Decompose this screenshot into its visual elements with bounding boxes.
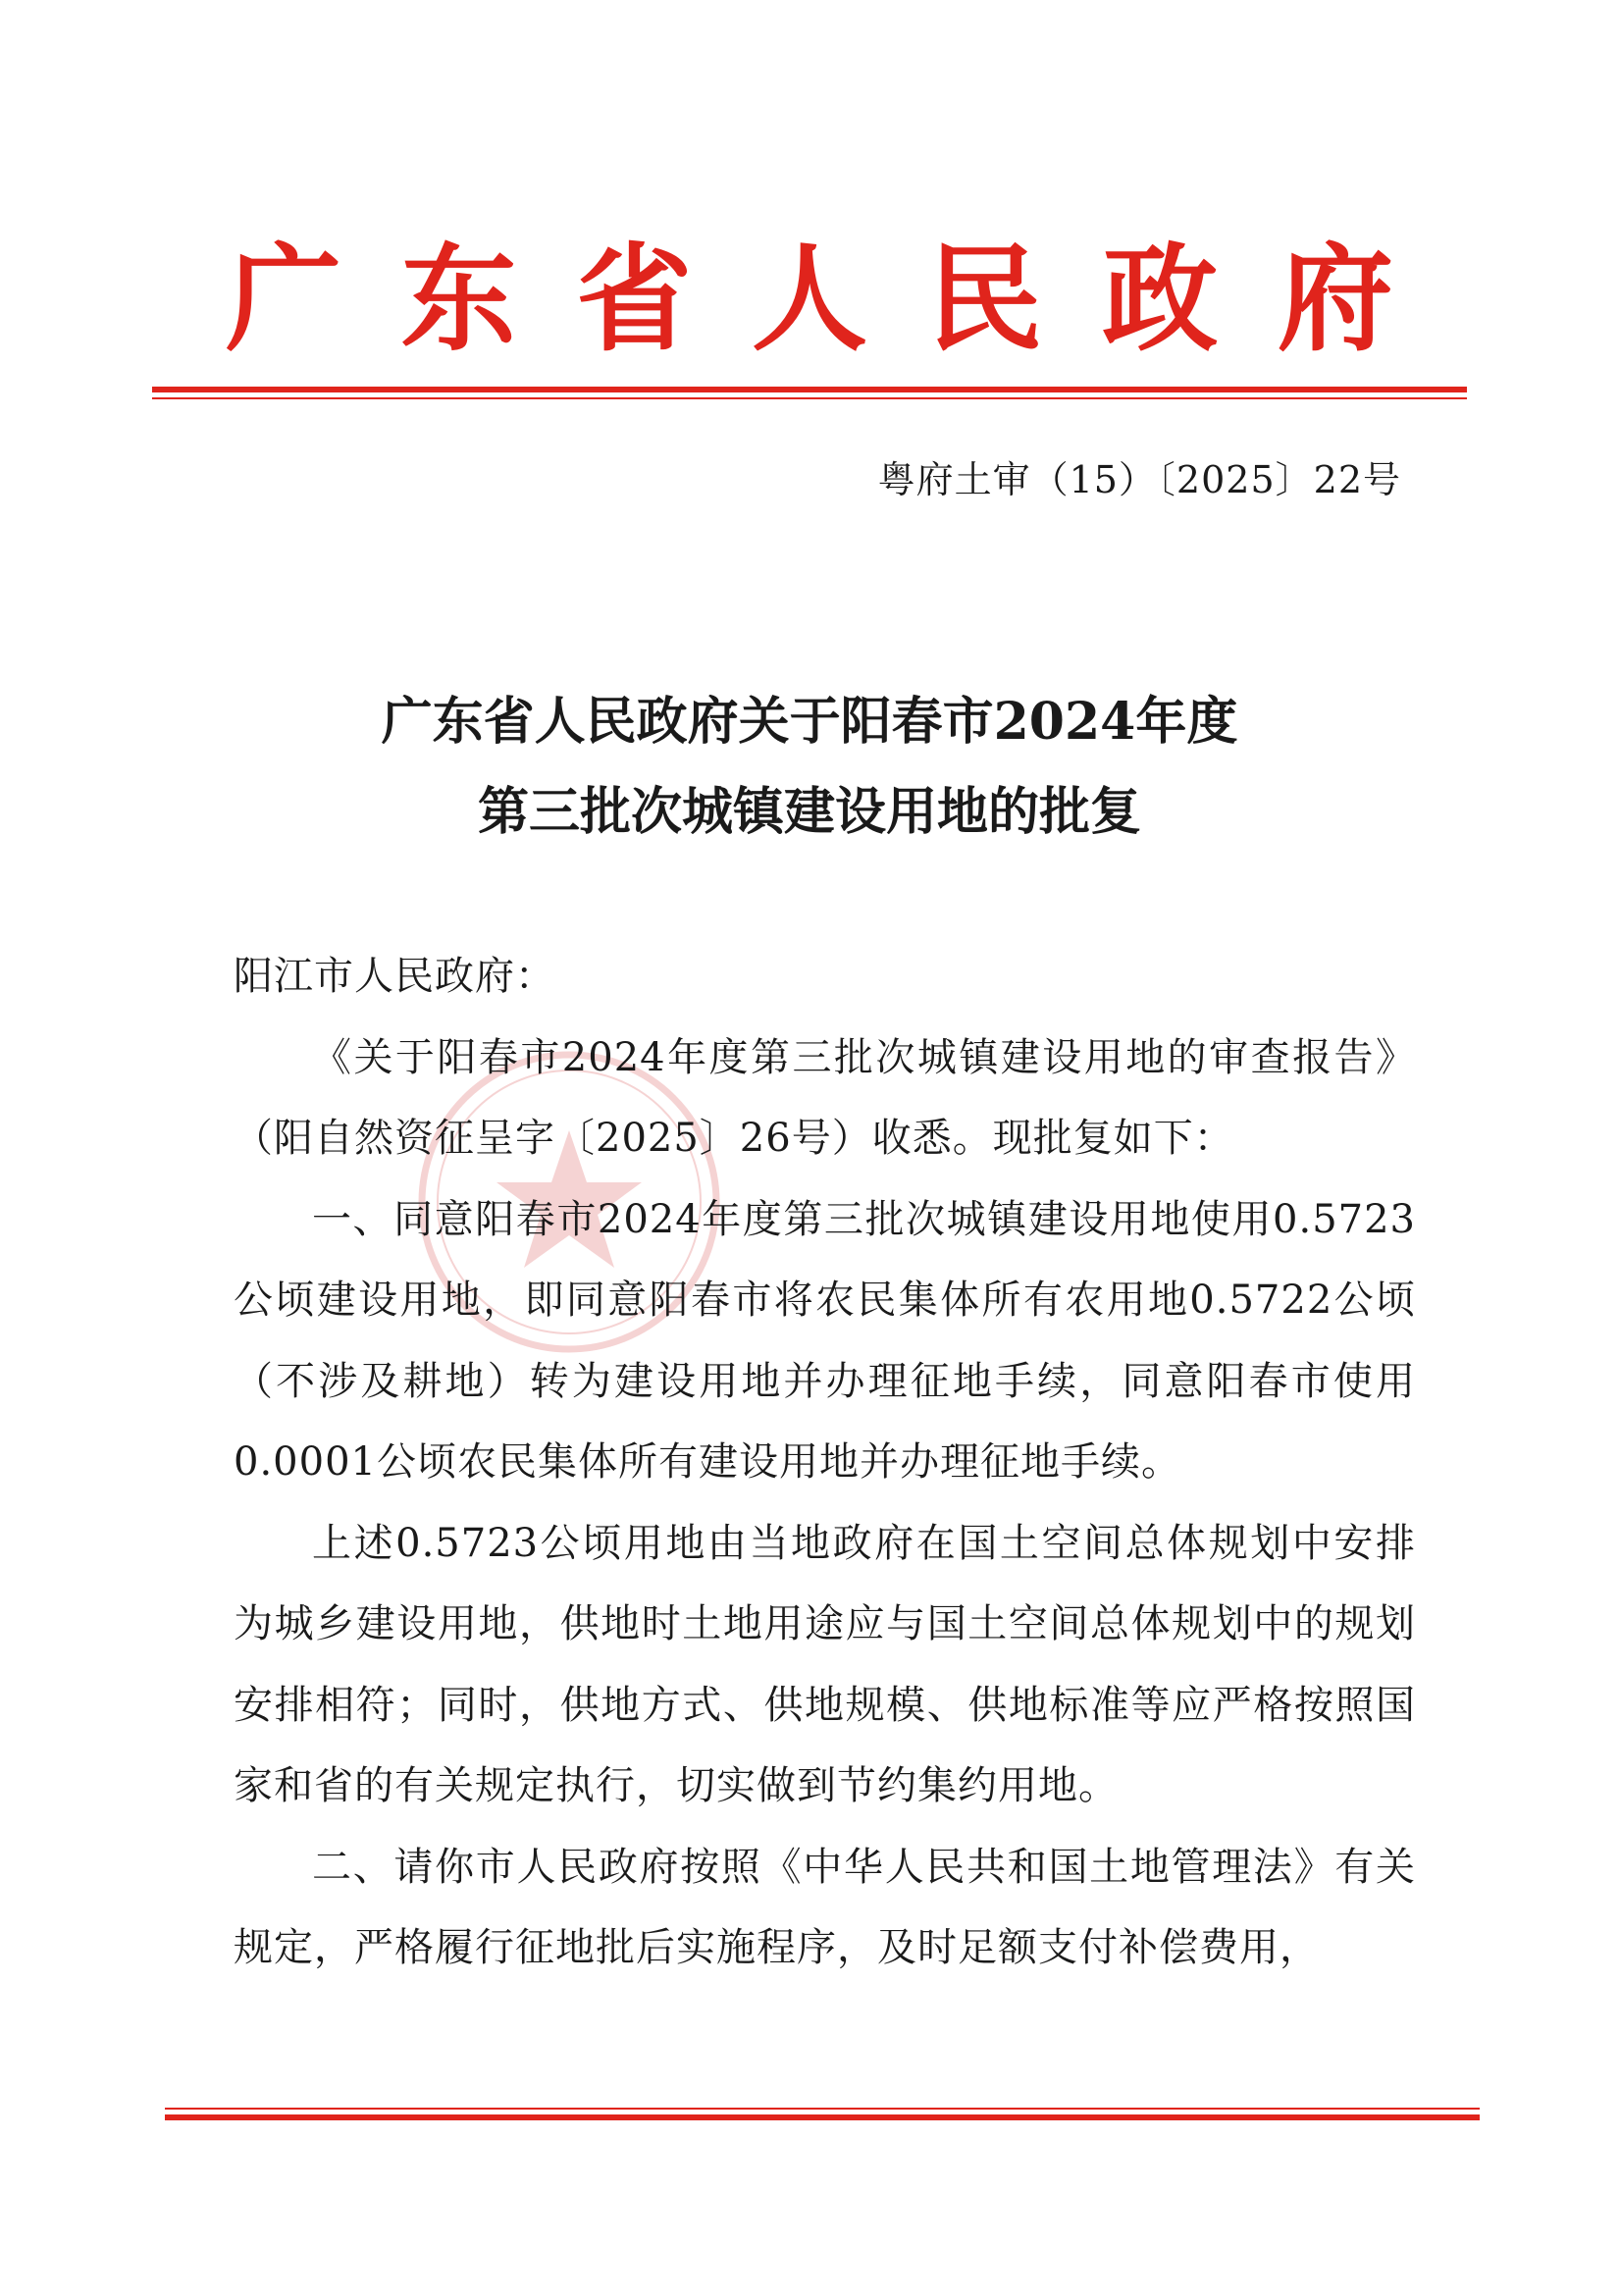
document-number: 粤府土审（15）〔2025〕22号: [877, 458, 1401, 501]
document-title: [0, 677, 1619, 858]
salutation: 阳江市人民政府：: [234, 954, 555, 999]
masthead-char: 东: [400, 231, 517, 367]
masthead-char: 广: [226, 231, 342, 367]
title-line-2: 第三批次城镇建设用地的批复: [477, 782, 1141, 842]
body-paragraph: 一、同意阳春市2024年度第三批次城镇建设用地使用0.5723公顷建设用地，即同意阳春市将农民集体所有农用地0.5722公顷（不涉及耕地）转为建设用地并办理征地手续，同意阳春市使用0.0001公顷农民集体所有建设用地并办理征地手续。: [234, 1196, 1416, 1485]
masthead-char: 政: [1102, 231, 1219, 367]
body-paragraph: 上述0.5723公顷用地由当地政府在国土空间总体规划中安排为城乡建设用地，供地时土地用途应与国土空间总体规划中的规划安排相符；同时，供地方式、供地规模、供地标准等应严格按照国家和省的有关规定执行，切实做到节约集约用地。: [234, 1520, 1416, 1808]
masthead-red-rule: [152, 387, 1467, 399]
body-paragraph: 二、请你市人民政府按照《中华人民共和国土地管理法》有关规定，严格履行征地批后实施程序，及时足额支付补偿费用，: [234, 1844, 1416, 1970]
masthead-char: 府: [1277, 231, 1393, 367]
document-body: [234, 936, 1416, 1989]
masthead-char: 民: [926, 231, 1043, 367]
masthead: [226, 226, 1393, 373]
red-rule-thin: [152, 397, 1467, 399]
footer-red-rule: [165, 2108, 1480, 2120]
title-line-1: 广东省人民政府关于阳春市2024年度: [381, 692, 1238, 752]
masthead-char: 省: [576, 231, 693, 367]
body-paragraph: 《关于阳春市2024年度第三批次城镇建设用地的审查报告》（阳自然资征呈字〔2025〕26号）收悉。现批复如下：: [234, 1034, 1416, 1161]
masthead-char: 人: [751, 231, 867, 367]
red-rule-thick: [165, 2114, 1480, 2120]
